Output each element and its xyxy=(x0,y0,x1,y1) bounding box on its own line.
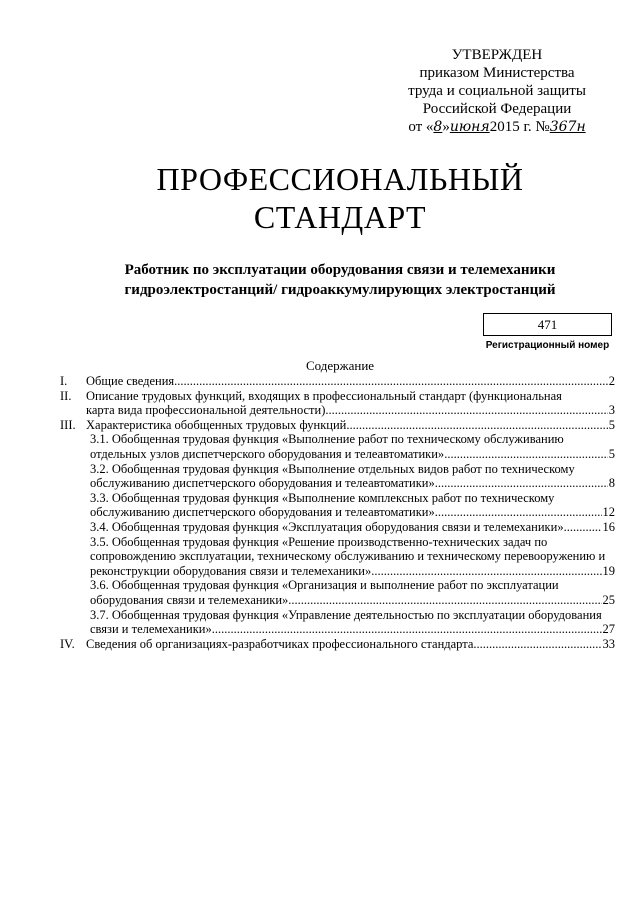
toc-item[interactable] xyxy=(60,535,615,579)
toc-item[interactable] xyxy=(60,462,615,491)
toc-item-text-line: обслуживанию диспетчерского оборудования и телеавтоматики» ..... xyxy=(90,505,602,520)
toc-page-number: 12 xyxy=(602,505,615,520)
toc-item[interactable] xyxy=(60,374,615,389)
toc-item[interactable] xyxy=(60,432,615,461)
toc-item[interactable] xyxy=(60,520,615,535)
toc-item-text-line: реконструкции оборудования связи и телемеханики» ..... xyxy=(90,564,602,579)
subtitle-line-1: Работник по эксплуатации оборудования связи и телемеханики xyxy=(124,262,556,278)
toc-item-number: IV. xyxy=(60,636,75,651)
toc-item-text-line: Сведения об организациях-разработчиках профессионального стандарта ..... xyxy=(86,637,602,652)
toc-item-text-line: 3.4. Обобщенная трудовая функция «Эксплуатация оборудования связи и телемеханики» ..... xyxy=(90,520,602,535)
toc-item-text-line: 3.6. Обобщенная трудовая функция «Организация и выполнение работ по эксплуатации xyxy=(90,578,559,593)
registration-number-box: 471 xyxy=(483,313,612,336)
toc-item-text-line: 3.7. Обобщенная трудовая функция «Управление деятельностью по эксплуатации оборудования xyxy=(90,607,602,622)
toc-item-text-line: отдельных узлов диспетчерского оборудования и телеавтоматики» ..... xyxy=(90,447,608,462)
toc-item[interactable] xyxy=(60,491,615,520)
toc-page-number: 5 xyxy=(608,446,615,461)
approval-line-3: Российской Федерации xyxy=(422,101,572,117)
toc-item-text-line: сопровождению эксплуатации, техническому обслуживанию и техническому перевооружению и xyxy=(90,549,606,564)
approval-line-2: труда и социальной защиты xyxy=(408,83,586,99)
toc-item[interactable] xyxy=(60,578,615,607)
toc-item-number: II. xyxy=(60,388,72,403)
date-month: июня xyxy=(449,119,490,135)
toc-page-number: 19 xyxy=(602,563,615,578)
toc-page-number: 3 xyxy=(608,403,615,418)
toc-item-text-line: 3.1. Обобщенная трудовая функция «Выполнение работ по техническому обслуживанию xyxy=(90,432,564,447)
toc-item[interactable] xyxy=(60,389,615,418)
toc-item-text-line: Описание трудовых функций, входящих в профессиональный стандарт (функциональная xyxy=(86,388,562,403)
document-title xyxy=(0,160,640,236)
toc-page-number: 33 xyxy=(602,636,615,651)
title-line-2: СТАНДАРТ xyxy=(253,199,427,235)
date-mid: » xyxy=(442,119,450,135)
toc-item[interactable] xyxy=(60,608,615,637)
toc-item[interactable] xyxy=(60,637,615,652)
toc-page-number: 5 xyxy=(608,417,615,432)
title-line-1: ПРОФЕССИОНАЛЬНЫЙ xyxy=(156,161,524,197)
approval-title: УТВЕРЖДЕН xyxy=(451,47,543,63)
registration-label: Регистрационный номер xyxy=(485,340,610,351)
date-day: 8 xyxy=(433,119,443,135)
toc-item-number: I. xyxy=(60,374,68,388)
approval-line-1: приказом Министерства xyxy=(419,65,575,81)
toc-item-text-line: оборудования связи и телемеханики» ..... xyxy=(90,593,602,608)
document-subtitle xyxy=(90,260,590,300)
toc-item-text-line: Характеристика обобщенных трудовых функций ..... xyxy=(86,418,608,433)
toc-item-text-line: карта вида профессиональной деятельности) ..... xyxy=(86,403,608,418)
toc-page-number: 25 xyxy=(602,592,615,607)
toc-item-number: III. xyxy=(60,417,76,432)
toc-item-text-line: связи и телемеханики» ..... xyxy=(90,622,602,637)
order-date-line xyxy=(372,118,622,136)
toc-item[interactable] xyxy=(60,418,615,433)
order-number: 367н xyxy=(549,119,586,135)
table-of-contents xyxy=(60,374,615,651)
subtitle-line-2: гидроэлектростанций/ гидроаккумулирующих электростанций xyxy=(124,282,556,298)
date-prefix: от « xyxy=(408,119,434,135)
toc-page-number: 16 xyxy=(602,519,615,534)
toc-item-text-line: 3.5. Обобщенная трудовая функция «Решение производственно-технических задач по xyxy=(90,534,548,549)
toc-heading: Содержание xyxy=(305,358,375,373)
toc-item-text-line: 3.3. Обобщенная трудовая функция «Выполнение комплексных работ по техническому xyxy=(90,490,555,505)
date-year: 2015 г. № xyxy=(489,119,550,135)
toc-page-number: 8 xyxy=(608,476,615,491)
toc-page-number: 27 xyxy=(602,622,615,637)
toc-item-text-line: 3.2. Обобщенная трудовая функция «Выполнение отдельных видов работ по техническому xyxy=(90,461,575,476)
toc-item-text-line: обслуживанию диспетчерского оборудования и телеавтоматики» ..... xyxy=(90,476,608,491)
toc-page-number: 2 xyxy=(608,374,615,388)
toc-item-text-line: Общие сведения ..... xyxy=(86,374,608,389)
approval-stamp xyxy=(372,46,622,136)
